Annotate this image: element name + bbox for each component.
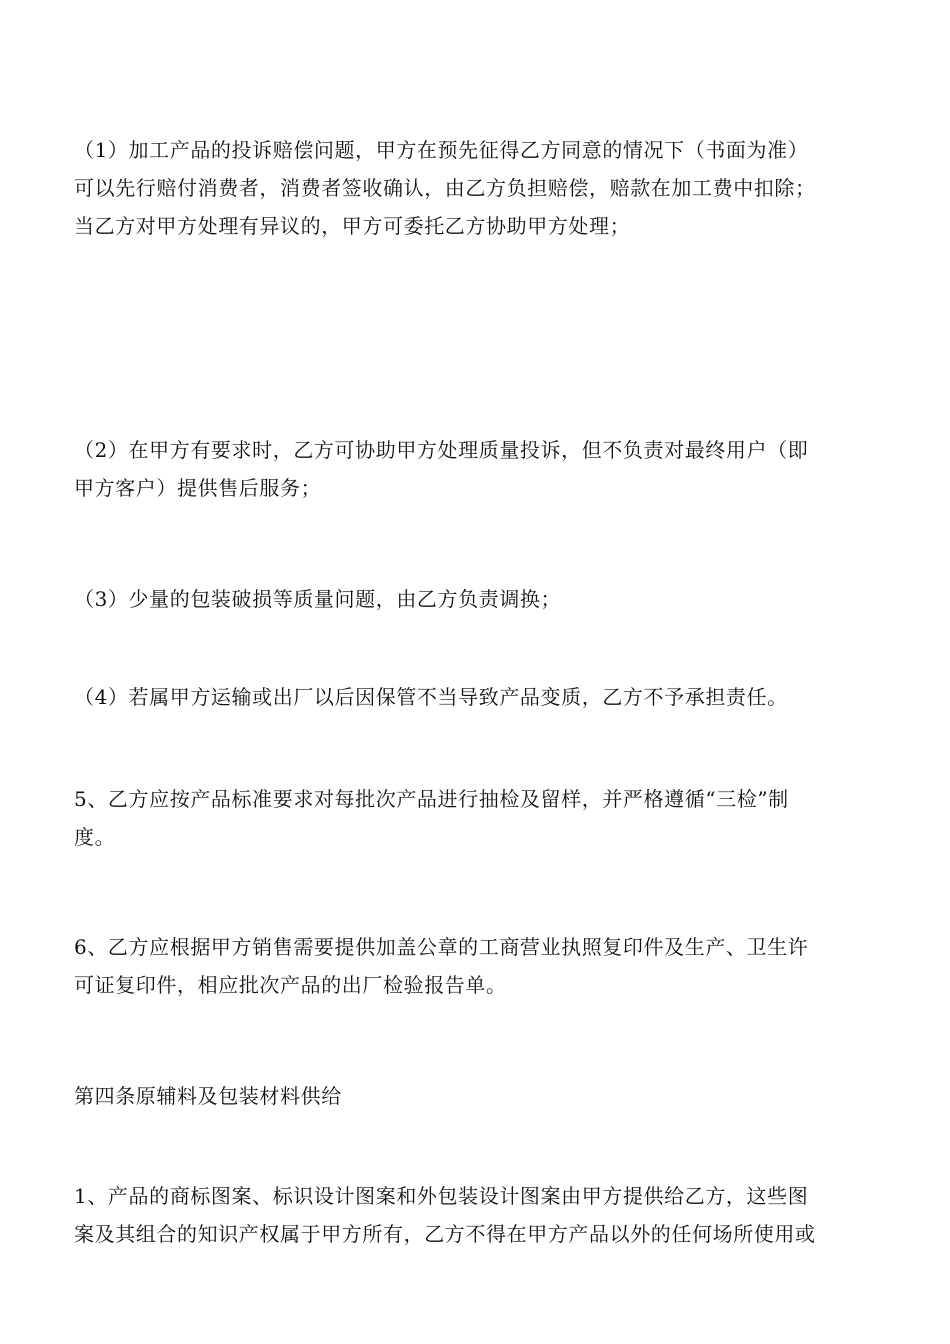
text-line: 可以先行赔付消费者，消费者签收确认，由乙方负担赔偿，赔款在加工费中扣除； (74, 176, 816, 200)
text-line: （1）加工产品的投诉赔偿问题，甲方在预先征得乙方同意的情况下（书面为准） (74, 138, 809, 162)
text-line: 6、乙方应根据甲方销售需要提供加盖公章的工商营业执照复印件及生产、卫生许 (74, 935, 809, 959)
paragraph-transport-liability (74, 678, 880, 716)
paragraph-sampling-inspection (74, 780, 880, 856)
text-line: （2）在甲方有要求时，乙方可协助甲方处理质量投诉，但不负责对最终用户（即 (74, 438, 809, 462)
text-line: （4）若属甲方运输或出厂以后因保管不当导致产品变质，乙方不予承担责任。 (74, 685, 788, 709)
text-line: （3）少量的包装破损等质量问题，由乙方负责调换； (74, 587, 562, 611)
text-line: 5、乙方应按产品标准要求对每批次产品进行抽检及留样，并严格遵循“三检”制 (74, 787, 789, 811)
section-heading-article-4: 第四条原辅料及包装材料供给 (74, 1084, 342, 1108)
text-line: 可证复印件，相应批次产品的出厂检验报告单。 (74, 973, 507, 997)
paragraph-license-documents (74, 928, 880, 1004)
text-line: 案及其组合的知识产权属于甲方所有，乙方不得在甲方产品以外的任何场所使用或 (74, 1222, 816, 1246)
paragraph-complaint-compensation (74, 131, 880, 245)
paragraph-trademark-ownership (74, 1177, 880, 1253)
paragraph-packaging-damage (74, 580, 880, 618)
paragraph-quality-complaint-assist (74, 431, 880, 507)
text-line: 甲方客户）提供售后服务； (74, 476, 322, 500)
text-line: 当乙方对甲方处理有异议的，甲方可委托乙方协助甲方处理； (74, 214, 631, 238)
text-line: 1、产品的商标图案、标识设计图案和外包装设计图案由甲方提供给乙方，这些图 (74, 1184, 809, 1208)
text-line: 度。 (74, 825, 116, 849)
